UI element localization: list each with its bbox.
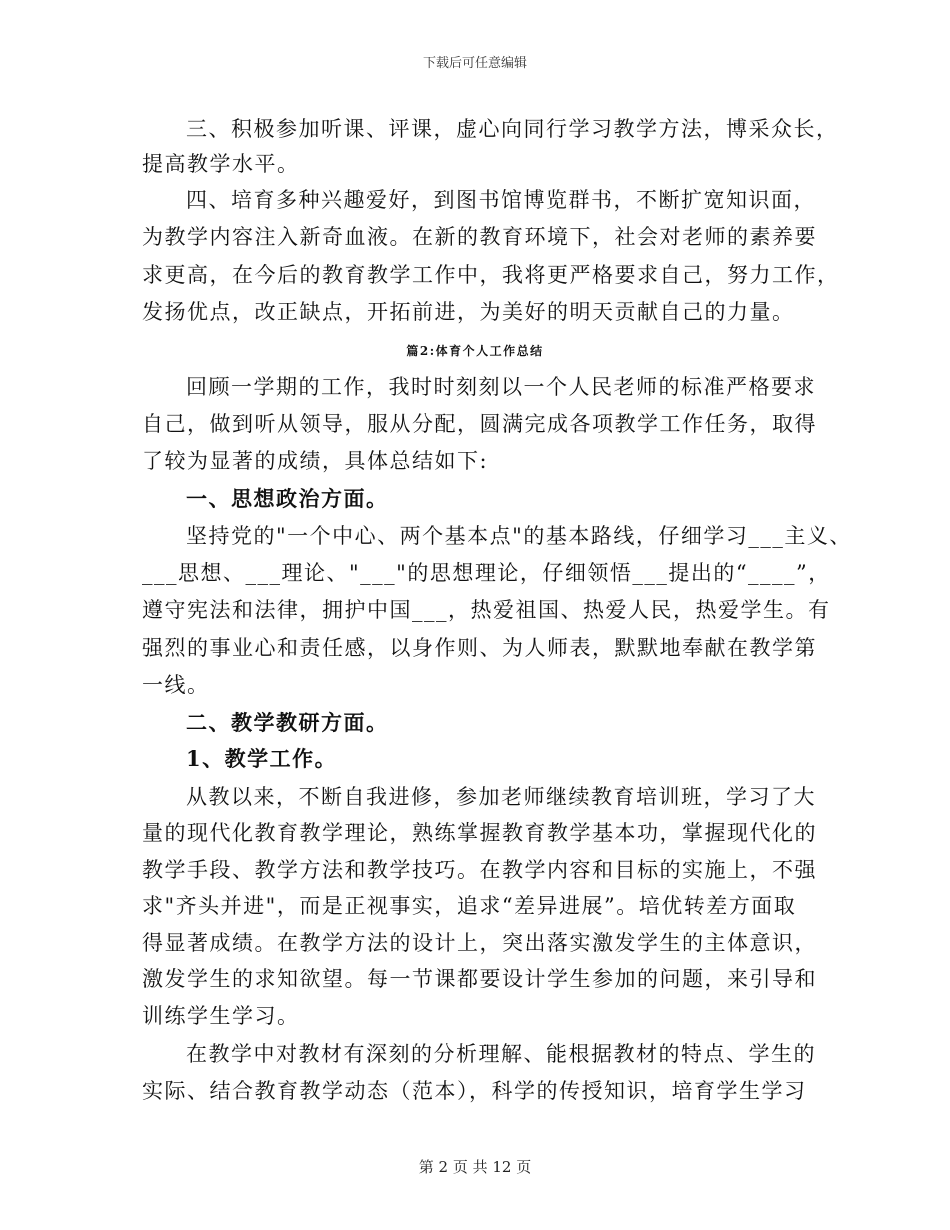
paragraph-line: 教学手段、教学方法和教学技巧。在教学内容和目标的实施上，不强	[142, 858, 817, 882]
paragraph-line: 在教学中对教材有深刻的分析理解、能根据教材的特点、学生的	[186, 1042, 816, 1066]
paragraph-line: 实际、结合教育教学动态（范本），科学的传授知识，培育学生学习	[142, 1079, 807, 1103]
paragraph-line: 训练学生学习。	[142, 1004, 300, 1028]
paragraph-line: 为教学内容注入新奇血液。在新的教育环境下，社会对老师的素养要	[142, 225, 817, 249]
paragraph-line: 自己，做到听从领导，服从分配，圆满完成各项教学工作任务，取得	[142, 412, 817, 436]
paragraph-line: 遵守宪法和法律，拥护中国___，热爱祖国、热爱人民，热爱学生。有	[142, 598, 831, 622]
paragraph-line: ___思想、___理论、"___"的思想理论，仔细领悟___提出的“____”，	[142, 561, 831, 585]
section-heading: 二、教学教研方面。	[186, 710, 389, 735]
paragraph-line: 回顾一学期的工作，我时时刻刻以一个人民老师的标准严格要求	[186, 375, 816, 399]
page-header: 下载后可任意编辑	[422, 56, 527, 71]
paragraph-line: 了较为显著的成绩，具体总结如下:	[142, 449, 489, 473]
paragraph-line: 坚持党的"一个中心、两个基本点"的基本路线，仔细学习___主义、	[186, 524, 852, 548]
paragraph-line: 提高教学水平。	[142, 152, 300, 176]
page-footer: 第 2 页 共 12 页	[418, 1158, 532, 1176]
paragraph-line: 一线。	[142, 673, 210, 697]
paragraph-line: 发扬优点，改正缺点，开拓前进，为美好的明天贡献自己的力量。	[142, 300, 795, 324]
paragraph-line: 求更高，在今后的教育教学工作中，我将更严格要求自己，努力工作，	[142, 263, 840, 287]
section-title: 篇2:体育个人工作总结	[406, 344, 544, 358]
section-heading: 一、思想政治方面。	[186, 486, 389, 511]
paragraph-line: 从教以来，不断自我进修，参加老师继续教育培训班，学习了大	[186, 785, 816, 809]
paragraph-line: 四、培育多种兴趣爱好，到图书馆博览群书，不断扩宽知识面，	[186, 188, 816, 212]
paragraph-line: 得显著成绩。在教学方法的设计上，突出落实激发学生的主体意识，	[142, 931, 817, 955]
paragraph-line: 强烈的事业心和责任感，以身作则、为人师表，默默地奉献在教学第	[142, 636, 817, 660]
paragraph-line: 求"齐头并进"，而是正视事实，追求“差异进展”。培优转差方面取	[142, 894, 797, 918]
paragraph-line: 量的现代化教育教学理论，熟练掌握教育教学基本功，掌握现代化的	[142, 821, 817, 845]
paragraph-line: 激发学生的求知欲望。每一节课都要设计学生参加的问题，来引导和	[142, 967, 817, 991]
paragraph-line: 三、积极参加听课、评课，虚心向同行学习教学方法，博采众长，	[186, 117, 839, 141]
subsection-heading: 1、教学工作。	[186, 746, 338, 771]
